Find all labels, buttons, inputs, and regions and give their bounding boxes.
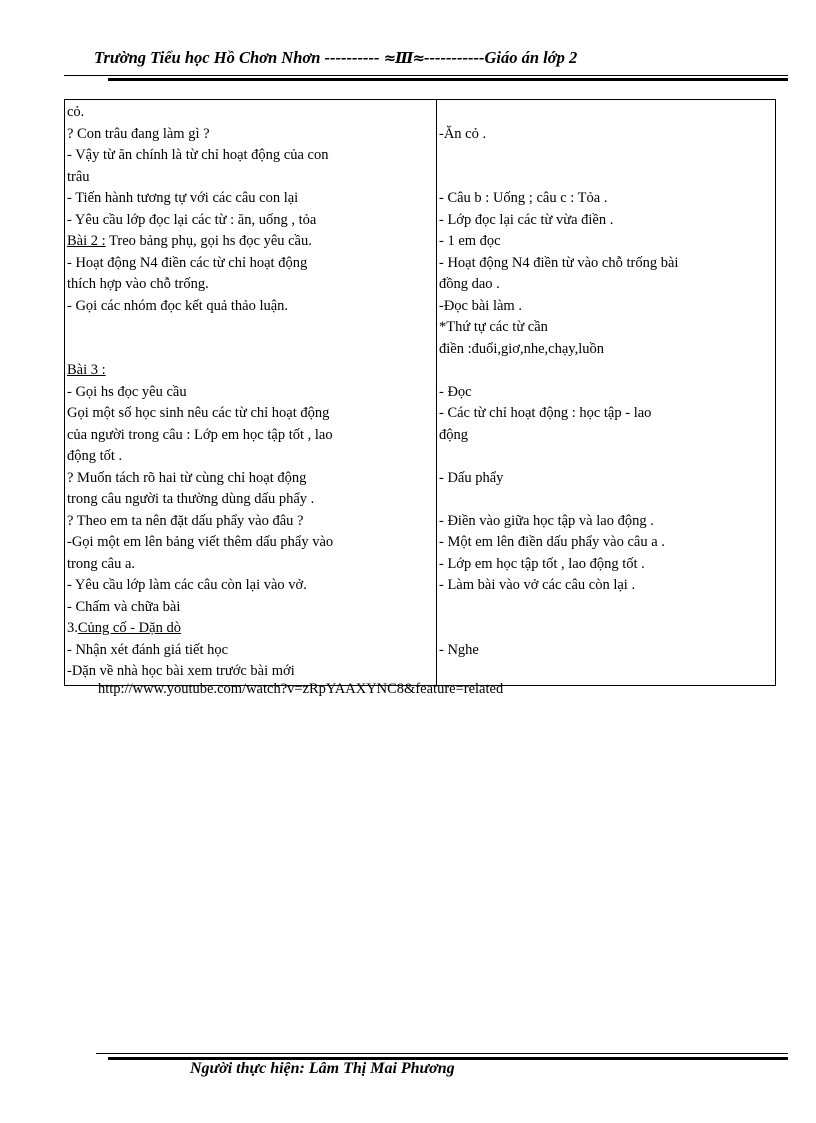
text-line: cỏ. [67, 104, 85, 120]
text-line: động [439, 426, 468, 443]
text-line: ? Con trâu đang làm gì ? [67, 125, 210, 142]
text-line: trong câu người ta thường dùng dấu phẩy . [67, 491, 315, 507]
text-line: động tốt . [67, 448, 123, 464]
text-line: - Điền vào giữa học tập và lao động . [439, 512, 654, 529]
text-line: *Thứ tự các từ cần [439, 319, 548, 335]
text-line: - Làm bài vào vở các câu còn lại . [439, 577, 636, 593]
text-line: - Đọc [439, 383, 472, 400]
text-line: ? Muốn tách rõ hai từ cùng chỉ hoạt động [67, 469, 307, 486]
exercise-2-instruction: Treo bảng phụ, gọi hs đọc yêu cầu. [105, 233, 312, 249]
text-line: điền :đuổi,giơ,nhe,chạy,luồn [439, 340, 604, 357]
blank-line [439, 102, 773, 124]
section-3-heading: Củng cố - Dặn dò [77, 620, 181, 636]
grade-label: Giáo án lớp 2 [484, 48, 578, 67]
section-3-number: 3. [67, 620, 78, 636]
header-dashes-left: ---------- [324, 48, 380, 67]
text-line: trong câu a. [67, 555, 136, 572]
school-name: Trường Tiểu học Hồ Chơn Nhơn [94, 48, 321, 67]
blank-line [67, 317, 434, 339]
blank-line [439, 360, 773, 382]
blank-line [67, 339, 434, 361]
text-line: - Chấm và chữa bài [67, 598, 181, 615]
header-rule-thick [108, 78, 788, 81]
text-line: đồng dao . [439, 276, 500, 292]
blank-line [439, 661, 773, 683]
text-line: - Yêu cầu lớp làm các câu còn lại vào vở. [67, 577, 307, 593]
text-line: - 1 em đọc [439, 233, 501, 249]
text-line: -Gọi một em lên bảng viết thêm dấu phẩy vào [67, 534, 334, 550]
blank-line [439, 618, 773, 640]
blank-line [439, 167, 773, 189]
text-line: -Đọc bài làm . [439, 297, 522, 314]
text-line: của người trong câu : Lớp em học tập tốt , lao [67, 426, 333, 443]
text-line: ? Theo em ta nên đặt dấu phẩy vào đâu ? [67, 512, 304, 529]
student-activity-column [437, 100, 776, 686]
text-line: - Dấu phẩy [439, 469, 504, 486]
exercise-2-line [67, 231, 434, 253]
text-line: - Tiến hành tương tự với các câu con lại [67, 190, 299, 206]
text-line: - Gọi hs đọc yêu cầu [67, 383, 187, 400]
text-line: - Lớp đọc lại các từ vừa điền . [439, 211, 614, 228]
text-line: - Nghe [439, 641, 479, 658]
text-line: -Ăn cỏ . [439, 125, 487, 142]
video-link[interactable]: http://www.youtube.com/watch?v=zRpYAAXYNC8&feature=related [98, 681, 504, 697]
blank-line [439, 597, 773, 619]
text-line: - Câu b : Uống ; câu c : Tỏa . [439, 190, 608, 206]
teacher-activity-column [65, 100, 437, 686]
lesson-table [64, 99, 776, 686]
exercise-2-heading: Bài 2 : [67, 233, 106, 249]
text-line: - Lớp em học tập tốt , lao động tốt . [439, 555, 645, 572]
exercise-3-heading: Bài 3 : [67, 362, 106, 378]
text-line: - Một em lên điền dấu phẩy vào câu a . [439, 534, 665, 550]
text-line: - Vậy từ ăn chính là từ chỉ hoạt động của con [67, 147, 329, 163]
header-logo: ≈Ⅲ≈ [383, 49, 425, 67]
blank-line [439, 446, 773, 468]
text-line: Gọi một số học sinh nêu các từ chỉ hoạt động [67, 405, 330, 421]
blank-line [439, 489, 773, 511]
text-line: - Yêu cầu lớp đọc lại các từ : ăn, uống , tỏa [67, 211, 317, 228]
text-line: - Hoạt động N4 điền các từ chỉ hoạt động [67, 254, 308, 271]
text-line: thích hợp vào chỗ trống. [67, 276, 209, 292]
blank-line [439, 145, 773, 167]
text-line: - Gọi các nhóm đọc kết quả thảo luận. [67, 297, 289, 314]
footer-rule-thin [96, 1053, 788, 1054]
table-row [65, 100, 776, 686]
header-dashes-right: ----------- [424, 48, 485, 67]
text-line: - Nhận xét đánh giá tiết học [67, 641, 229, 658]
text-line: - Các từ chỉ hoạt động : học tập - lao [439, 405, 652, 421]
section-3-line [67, 618, 434, 640]
author-footer: Người thực hiện: Lâm Thị Mai Phương [190, 1060, 455, 1077]
text-line: -Dặn về nhà học bài xem trước bài mới [67, 663, 295, 679]
exercise-3-line [67, 360, 434, 382]
text-line: - Hoạt động N4 điền từ vào chỗ trống bài [439, 254, 679, 271]
page-header [94, 48, 694, 72]
text-line: trâu [67, 168, 90, 185]
header-rule-thin [64, 75, 788, 76]
